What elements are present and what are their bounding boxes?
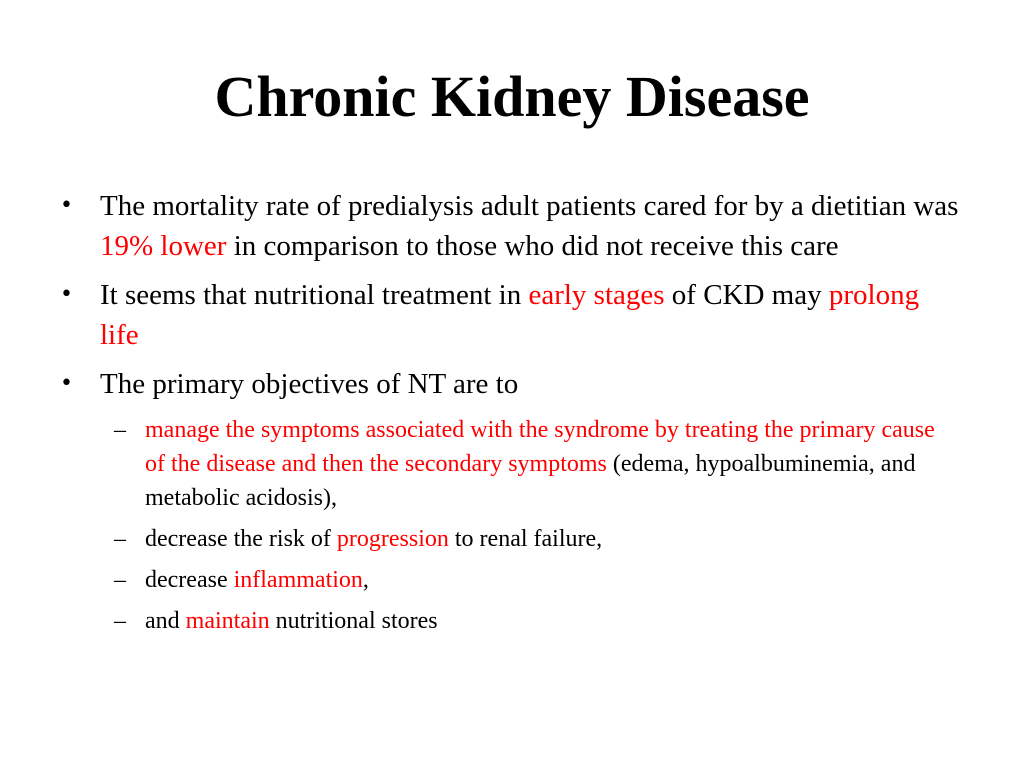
sub-bullet-marker: – [114,417,126,443]
bullet-text: of CKD may [664,279,829,311]
sub-bullet-progression [60,522,960,556]
bullet-item-mortality [60,186,960,266]
bullet-item-early-stages [60,275,960,355]
sub-bullet-text: to renal failure, [448,526,603,552]
sub-bullet-highlight: maintain [185,608,270,634]
sub-bullet-text: decrease the risk of [145,526,337,552]
sub-bullet-marker: – [114,567,126,593]
sub-bullet-highlight: manage the symptoms associated with the syndrome by treating the primary cause of the disease and then the secondary symptoms [145,417,935,477]
sub-bullet-marker: – [114,526,126,552]
sub-bullet-highlight: progression [336,526,449,552]
bullet-marker: • [60,371,73,396]
sub-bullet-text: nutritional stores [269,608,438,634]
slide-content [60,186,960,645]
bullet-marker: • [60,282,73,307]
bullet-item-objectives [60,364,960,404]
bullet-highlight: prolong life [100,279,920,351]
sub-bullet-text: (edema, hypoalbuminemia, and metabolic acidosis), [145,451,916,511]
bullet-text: The mortality rate of predialysis adult patients cared for by a dietitian was [100,190,959,222]
sub-bullet-marker: – [114,608,126,634]
sub-bullet-manage-symptoms [60,413,960,515]
bullet-text: It seems that nutritional treatment in [100,279,529,311]
sub-bullet-inflammation [60,563,960,597]
bullet-text: in comparison to those who did not receive this care [226,230,839,262]
bullet-highlight: early stages [528,279,665,311]
sub-bullet-highlight: inflammation [233,567,363,593]
slide-title: Chronic Kidney Disease [214,64,810,129]
sub-bullet-maintain [60,604,960,638]
sub-bullet-text: and [145,608,186,634]
bullet-text: The primary objectives of NT are to [100,368,519,400]
bullet-marker: • [60,193,73,218]
sub-bullet-text: decrease [145,567,234,593]
bullet-highlight: 19% lower [100,230,227,262]
sub-bullet-text: , [362,567,369,593]
